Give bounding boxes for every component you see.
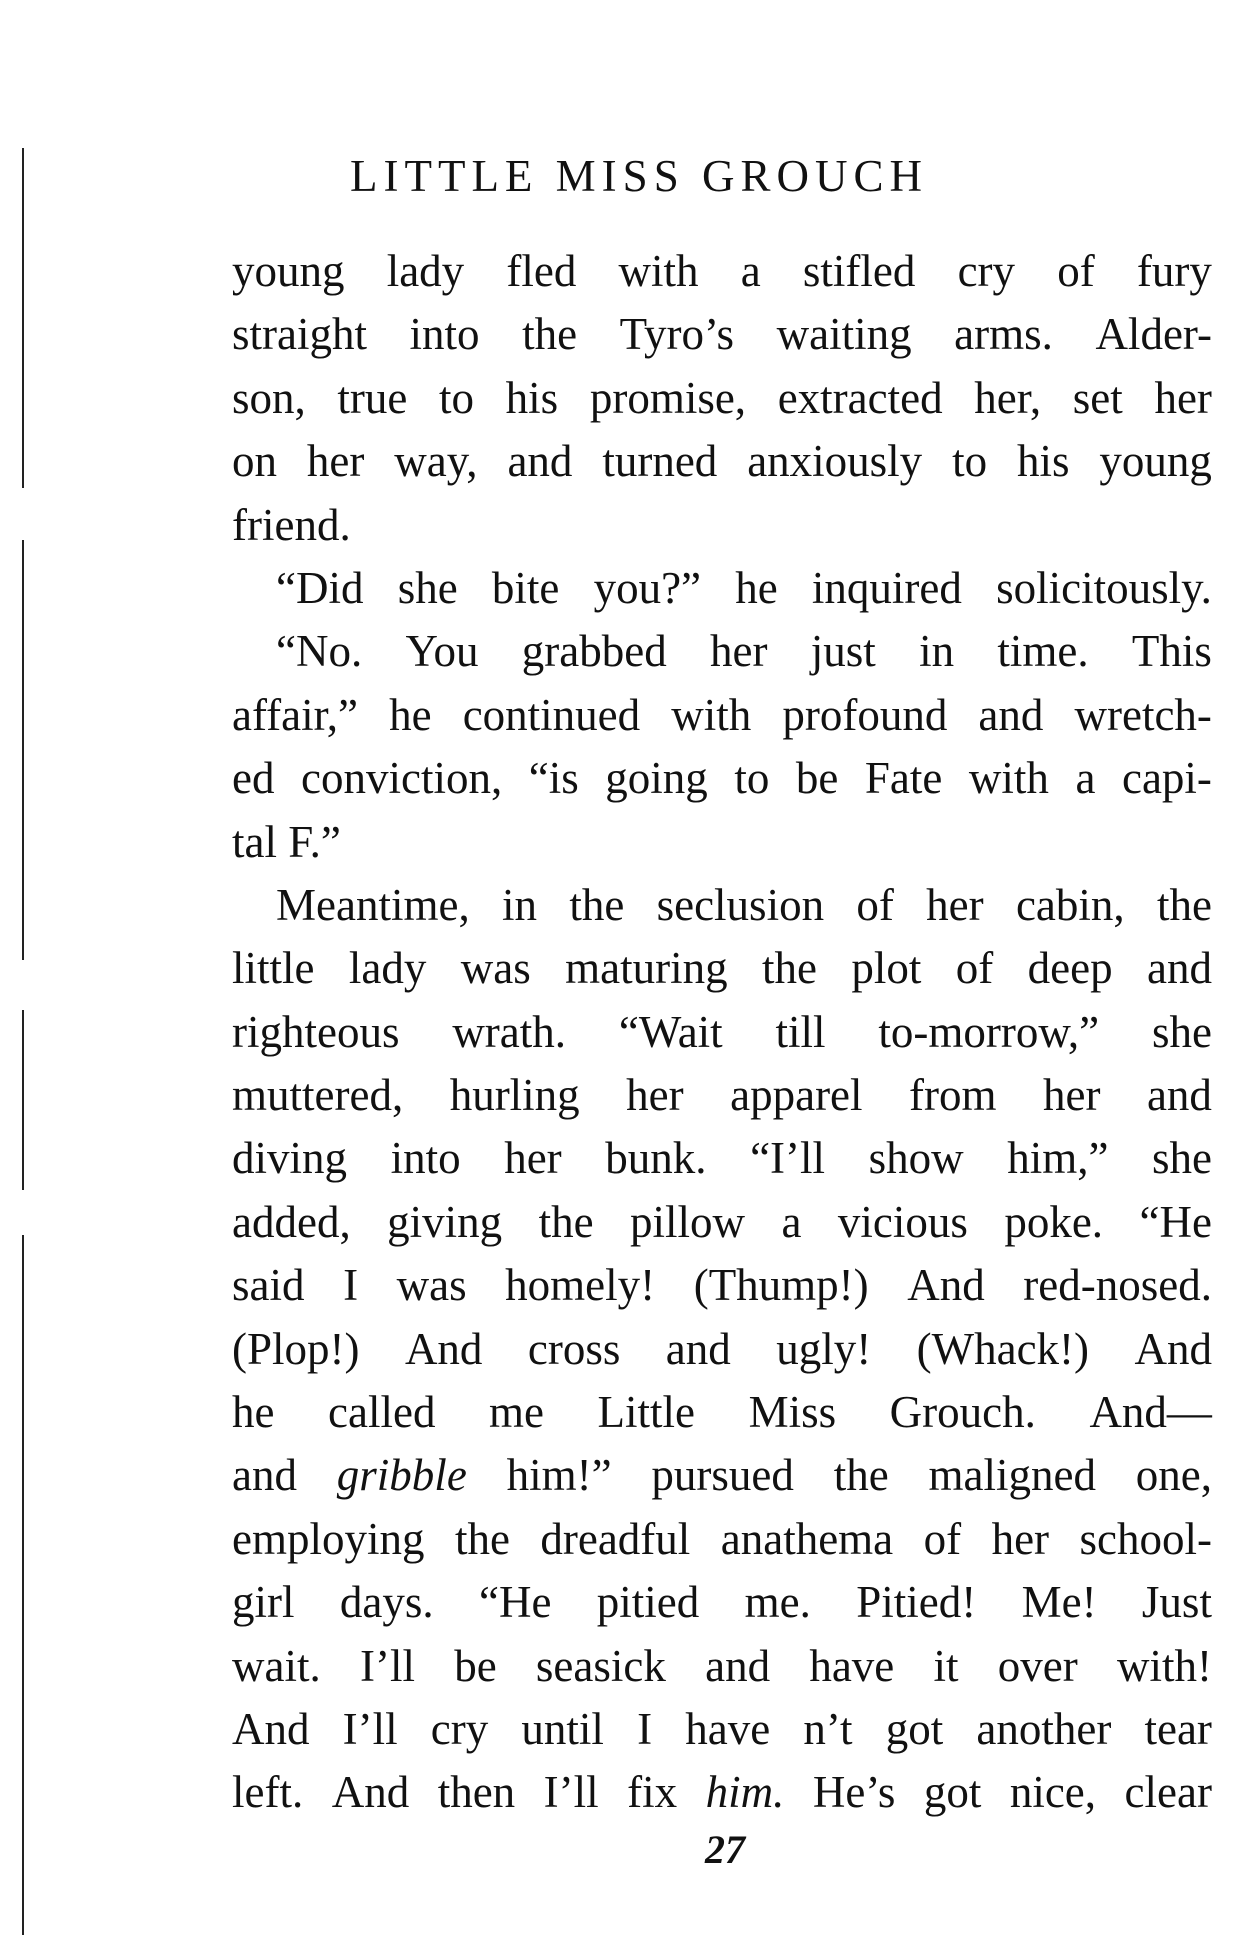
word: him!” [506,1450,612,1501]
text-line [232,937,1212,1000]
word: affair,” [232,689,359,740]
word: extracted [777,372,943,423]
text-line [232,1444,1212,1507]
word: to-morrow,” [878,1006,1100,1057]
word: inquired [811,562,962,613]
word: maturing [565,943,728,994]
word: him,” [1007,1133,1109,1184]
word: “is [528,753,579,804]
text-line [232,1508,1212,1571]
word: him. [705,1767,785,1818]
word: left. [232,1767,304,1818]
word: be [795,753,839,804]
word: set [1072,372,1123,423]
word: school- [1079,1513,1212,1564]
word: friend. [232,499,351,550]
word: muttered, [232,1070,404,1121]
word: dreadful [540,1513,691,1564]
word: And [907,1260,985,1311]
word: young [232,246,345,296]
word: fix [627,1767,678,1818]
word: then [437,1767,516,1818]
word: cry [430,1703,489,1754]
word: the [454,1513,510,1564]
word: of [856,879,894,930]
word: with [618,246,699,296]
text-line [232,1318,1212,1381]
word: “He [478,1577,552,1628]
word: way, [394,436,478,487]
word: her [1154,372,1212,423]
word: Fate [864,753,943,804]
word: Little [597,1387,696,1438]
word: his [1016,436,1070,487]
word: young [1099,436,1212,487]
page-gutter-edge [22,540,24,960]
word: turned [602,436,718,487]
word: (Plop!) [232,1323,360,1374]
text-line [232,811,1212,874]
word: show [868,1133,964,1184]
word: the [538,1196,594,1247]
word: seclusion [656,879,825,930]
word: called [328,1387,436,1438]
word: clear [1124,1767,1212,1818]
word: me [489,1387,544,1438]
word: “Wait [618,1006,723,1057]
word: pillow [630,1196,746,1247]
word: and [507,436,573,487]
word: “No. [276,626,363,677]
word: he [735,562,778,613]
word: lady [386,246,465,296]
word: with! [1116,1640,1212,1691]
word: added, [232,1196,351,1247]
word: anxiously [747,436,923,487]
word: arms. [954,309,1053,360]
word: And [404,1323,483,1374]
word: promise, [589,372,747,423]
word: she [397,562,458,613]
word: said [232,1260,305,1311]
word: and [978,689,1044,740]
word: and [1147,943,1212,994]
text-line [232,240,1212,303]
word: a [781,1196,802,1247]
word: of [955,943,994,994]
word: she [1151,1006,1212,1057]
word: anathema [720,1513,894,1564]
word: ed [232,753,275,804]
word: to [439,372,475,423]
word: plot [851,943,922,994]
word: maligned [928,1450,1096,1501]
text-line [232,367,1212,430]
word: with [671,689,752,740]
word: stifled [802,246,916,296]
word: hurling [449,1070,580,1121]
word: to [734,753,770,804]
word: the [762,943,817,994]
word: girl [232,1577,295,1628]
word: me. [744,1577,811,1628]
word: from [909,1070,997,1121]
word: And— [1089,1387,1212,1438]
running-head: LITTLE MISS GROUCH [350,151,928,201]
text-line [232,1761,1212,1824]
word: got [885,1703,944,1754]
word: to [952,436,988,487]
word: conviction, [301,753,503,804]
text-line [232,557,1212,620]
word: his [505,372,559,423]
word: was [396,1260,467,1311]
word: And [1134,1323,1212,1374]
word: cross [527,1323,621,1374]
word: her [1043,1070,1101,1121]
text-line [232,1127,1212,1190]
word: I’ll [359,1640,415,1691]
word: wretch- [1074,689,1212,740]
word: homely! [505,1260,656,1311]
text-line [232,494,1212,557]
word: going [605,753,708,804]
word: her [926,879,984,930]
word: giving [387,1196,503,1247]
word: time. [997,626,1089,677]
word: and [1146,1070,1212,1121]
page-gutter-edge [22,1010,24,1190]
word: and [232,1450,297,1501]
text-line [232,1635,1212,1698]
word: red-nosed. [1023,1260,1212,1311]
word: Pitied! [856,1577,977,1628]
word: son, [232,372,306,423]
word: bite [491,562,560,613]
word: Grouch. [889,1387,1036,1438]
word: fled [506,246,577,296]
word: her [991,1513,1050,1564]
word: Alder- [1095,309,1212,360]
word: it [933,1640,959,1691]
word: he [232,1387,275,1438]
word: diving [232,1133,348,1184]
text-line [232,1064,1212,1127]
word: the [833,1450,889,1501]
word: be [454,1640,497,1691]
word: (Thump!) [693,1260,869,1311]
word: into [390,1133,461,1184]
word: “He [1139,1196,1212,1247]
word: until [521,1703,604,1754]
word: just [810,626,876,677]
word: You [405,626,479,677]
word: I’ll [342,1703,398,1754]
word: true [337,372,408,423]
text-line [232,1191,1212,1254]
word: capi- [1121,753,1212,804]
word: solicitously. [996,562,1212,613]
word: a [740,246,761,296]
word: (Whack!) [916,1323,1090,1374]
word: her, [974,372,1042,423]
word: was [460,943,531,994]
word: deep [1027,943,1113,994]
word: Miss [748,1387,837,1438]
text-line [232,747,1212,810]
word: in [502,879,538,930]
word: poke. [1004,1196,1104,1247]
word: of [923,1513,962,1564]
text-line [232,874,1212,937]
word: got [923,1767,982,1818]
word: Just [1141,1577,1212,1628]
word: cabin, [1015,879,1125,930]
word: the [1156,879,1212,930]
word: her [306,436,365,487]
word: righteous [232,1006,400,1057]
word: seasick [535,1640,666,1691]
word: her [504,1133,562,1184]
word: gribble [336,1450,467,1501]
word: I [637,1703,653,1754]
word: I’ll [543,1767,599,1818]
word: straight [232,309,367,360]
word: on [232,436,277,487]
word: employing [232,1513,425,1564]
word: another [976,1703,1112,1754]
word: and [705,1640,771,1691]
word: little [232,943,315,994]
word: pitied [596,1577,700,1628]
word: over [997,1640,1078,1691]
word: have [809,1640,895,1691]
word: one, [1135,1450,1212,1501]
word: of [1057,246,1095,296]
word: profound [782,689,948,740]
word: vicious [837,1196,968,1247]
word: F.” [288,816,341,867]
text-line [232,1571,1212,1634]
word: wait. [232,1640,321,1691]
word: apparel [730,1070,863,1121]
word: bunk. [605,1133,707,1184]
word: lady [348,943,427,994]
word: a [1075,753,1096,804]
word: “Did [276,562,364,613]
text-line [232,303,1212,366]
text-line [232,620,1212,683]
word: in [919,626,955,677]
word: Tyro’s [619,309,735,360]
word: and [665,1323,731,1374]
text-line [232,1381,1212,1444]
word: her [626,1070,684,1121]
word: continued [462,689,641,740]
word: And [331,1767,410,1818]
word: with [968,753,1049,804]
word: she [1152,1133,1212,1184]
word: tal [232,816,277,867]
word: nice, [1009,1767,1097,1818]
text-line [232,1254,1212,1317]
word: He’s [812,1767,896,1818]
page-number: 27 [705,1827,745,1872]
text-line [232,430,1212,493]
word: till [775,1006,826,1057]
word: fury [1136,246,1212,296]
word: her [710,626,768,677]
word: grabbed [521,626,667,677]
word: waiting [776,309,912,360]
text-line [232,1001,1212,1064]
body-text [232,240,1212,1825]
word: cry [957,246,1016,296]
word: days. [339,1577,434,1628]
word: wrath. [452,1006,567,1057]
text-line [232,684,1212,747]
word: the [569,879,625,930]
word: I [343,1260,359,1311]
word: you?” [593,562,702,613]
word: into [409,309,480,360]
word: “I’ll [750,1133,826,1184]
word: tear [1144,1703,1212,1754]
word: have [685,1703,771,1754]
text-line [232,1698,1212,1761]
word: n’t [803,1703,853,1754]
word: he [389,689,432,740]
word: pursued [651,1450,794,1501]
word: This [1131,626,1212,677]
word: Meantime, [276,879,470,930]
word: And [232,1703,310,1754]
word: Me! [1021,1577,1097,1628]
word: ugly! [776,1323,872,1374]
word: the [522,309,578,360]
